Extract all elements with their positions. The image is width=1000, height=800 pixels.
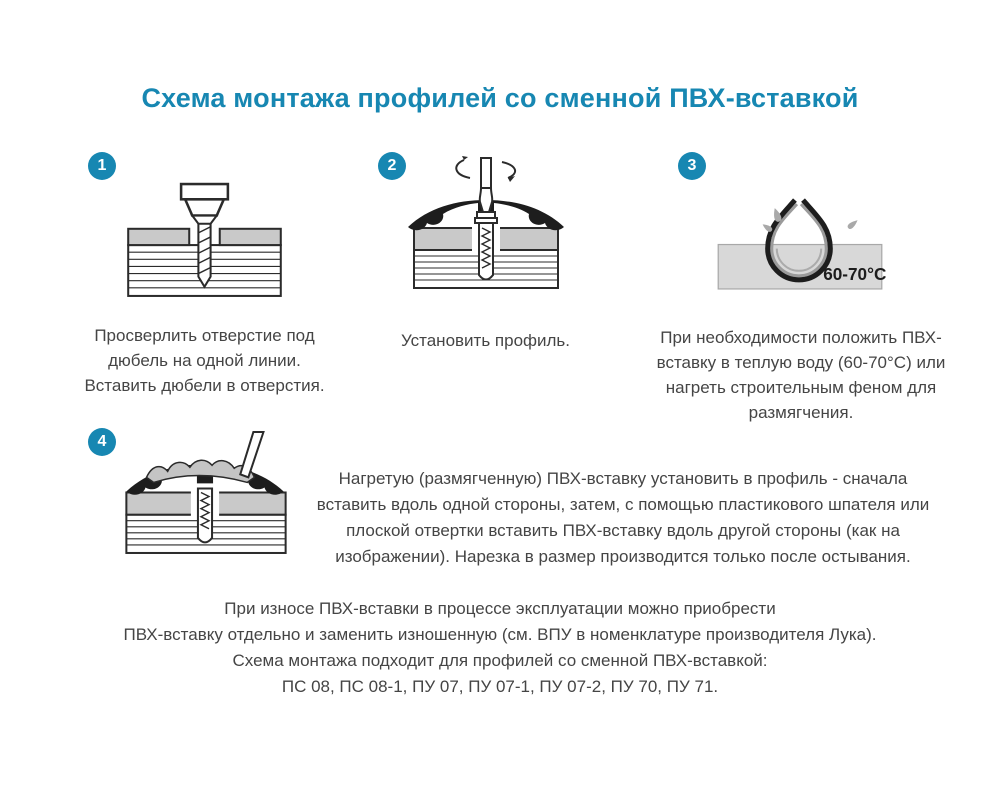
step-2-illustration <box>400 156 572 292</box>
step-3-illustration <box>710 190 890 293</box>
footer-note <box>75 596 925 700</box>
step-4-number: 4 <box>97 433 107 450</box>
screwdriver-profile-icon <box>400 156 572 292</box>
step-2-caption: Установить профиль. <box>400 331 571 350</box>
step-3-number: 3 <box>687 157 697 174</box>
step-4-caption: Нагретую (размягченную) ПВХ-вставку установить в профиль - сначала вставить вдоль одной стороны, затем, с помощью пластикового шпателя или плоской отвертки вставить ПВХ-вставку вдоль другой стороны (как на изображении). Нарезка в размер производится только после остывания. <box>316 469 930 566</box>
footer-line-2: ПВХ-вставку отдельно и заменить изношенную (см. ВПУ в номенклатуре производителя Лука). <box>123 625 877 644</box>
pvc-insert-warm-water-icon <box>710 190 890 293</box>
drill-into-floor-icon <box>116 182 294 299</box>
page-title: Схема монтажа профилей со сменной ПВХ-вставкой <box>141 83 859 113</box>
step-1-illustration <box>116 182 294 299</box>
step-4-illustration <box>110 430 302 556</box>
step-1-caption: Просверлить отверстие под дюбель на одной линии. Вставить дюбели в отверстия. <box>84 326 325 395</box>
footer-line-3: Схема монтажа подходит для профилей со сменной ПВХ-вставкой: <box>232 651 768 670</box>
footer-line-4: ПС 08, ПС 08-1, ПУ 07, ПУ 07-1, ПУ 07-2, ПУ 70, ПУ 71. <box>281 677 719 696</box>
water-temperature-label: 60-70°C <box>823 263 887 284</box>
step-3-caption: При необходимости положить ПВХ-вставку в теплую воду (60-70°С) или нагреть строительным феном для размягчения. <box>656 328 946 422</box>
step-1-badge <box>88 152 116 180</box>
step-3-badge <box>678 152 706 180</box>
insert-pvc-strip-icon <box>110 430 302 556</box>
step-1-number: 1 <box>97 157 107 174</box>
footer-line-1: При износе ПВХ-вставки в процессе эксплуатации можно приобрести <box>224 599 776 618</box>
step-2-number: 2 <box>387 157 397 174</box>
